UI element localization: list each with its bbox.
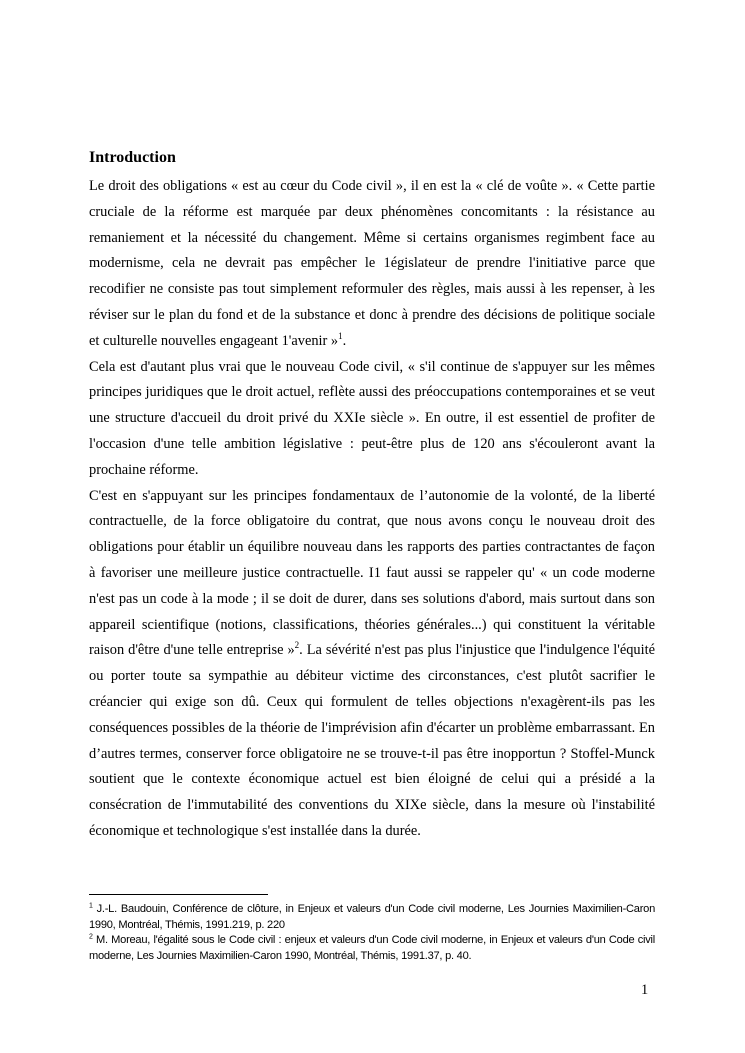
footnote-1 (89, 902, 655, 933)
paragraph-1-end: . (342, 332, 347, 349)
body-text (89, 174, 655, 845)
paragraph-2: Cela est d'autant plus vrai que le nouveau Code civil, « s'il continue de s'appuyer sur les mêmes principes juridiques que le droit actuel, reflète aussi des préoccupations contemporaines et se veut une structure d'accueil du droit privé du XXIe siècle ». En outre, il est essentiel de profiter de l'occasion d'une telle ambition législative : peut-être plus de 120 ans s'écouleront avant la prochaine réforme. (89, 358, 655, 478)
paragraph-3-continuation: . La sévérité n'est pas plus l'injustice que l'indulgence l'équité ou porter toute sa sympathie au débiteur victime des circonstances, c'est plutôt sacrifier le créancier qui exige son dû. Ceux qui formulent de telles objections n'exagèrent-ils pas les conséquences possibles de la théorie de l'imprévision afin d'écarter un problème embarrassant. En d’autres termes, conserver force obligatoire ne se trouve-t-il pas être inopportun ? Stoffel-Munck soutient que le contexte économique actuel est bien éloigné de celui qui a présidé a la consécration de l'immutabilité des conventions du XIXe siècle, dans la mesure où l'instabilité économique et technologique s'est installée dans la durée. (89, 642, 655, 839)
footnote-2-number: 2 (89, 933, 93, 941)
footnote-1-text: J.-L. Baudouin, Conférence de clôture, in Enjeux et valeurs d'un Code civil moderne, Les Journies Maximilien-Caron 1990, Montréal, Thémis, 1991.219, p. 220 (89, 903, 655, 931)
footnote-ref-1[interactable]: 1 (338, 330, 343, 341)
page-number: 1 (641, 982, 649, 998)
footnote-2-text: M. Moreau, l'égalité sous le Code civil : enjeux et valeurs d'un Code civil moderne, in Enjeux et valeurs d'un Code civil moderne, Les Journies Maximilien-Caron 1990, Montréal, Thémis, 1991.37, p. 40. (89, 934, 655, 962)
paragraph-3-text: C'est en s'appuyant sur les principes fondamentaux de l’autonomie de la volonté, de la liberté contractuelle, de la force obligatoire du contrat, que nous avons conçu le nouveau droit des obligations pour établir un équilibre nouveau dans les rapports des parties contractantes de façon à favoriser une meilleure justice contractuelle. I1 faut aussi se rappeler qu' « un code moderne n'est pas un code à la mode ; il se doit de durer, dans ses solutions d'abord, mais surtout dans son appareil scientifique (notions, classifications, théories générales...) qui constituent la véritable raison d'être d'une telle entreprise » (89, 487, 655, 659)
footnote-1-number: 1 (89, 902, 93, 910)
footnote-ref-2[interactable]: 2 (294, 640, 300, 651)
paragraph-1-text: Le droit des obligations « est au cœur du Code civil », il en est la « clé de voûte ». « Cette partie cruciale de la réforme est marquée par deux phénomènes concomitants : la résistance au remaniement et la nécessité du changement. Même si certains organismes regimbent face au modernisme, cela ne devrait pas empêcher le 1égislateur de prendre l'initiative parce que recodifier ne consiste pas tout simplement reformuler des règles, mais aussi à les repenser, à les réviser sur le plan du fond et de la substance et donc à prendre des décisions de politique sociale et culturelle nouvelles engageant 1'avenir » (89, 178, 655, 349)
footnote-2 (89, 933, 655, 964)
footnote-separator (89, 894, 268, 895)
paragraph-1 (89, 174, 655, 355)
paragraph-3 (89, 484, 655, 845)
footnotes (89, 902, 655, 964)
section-heading: Introduction (89, 149, 176, 166)
